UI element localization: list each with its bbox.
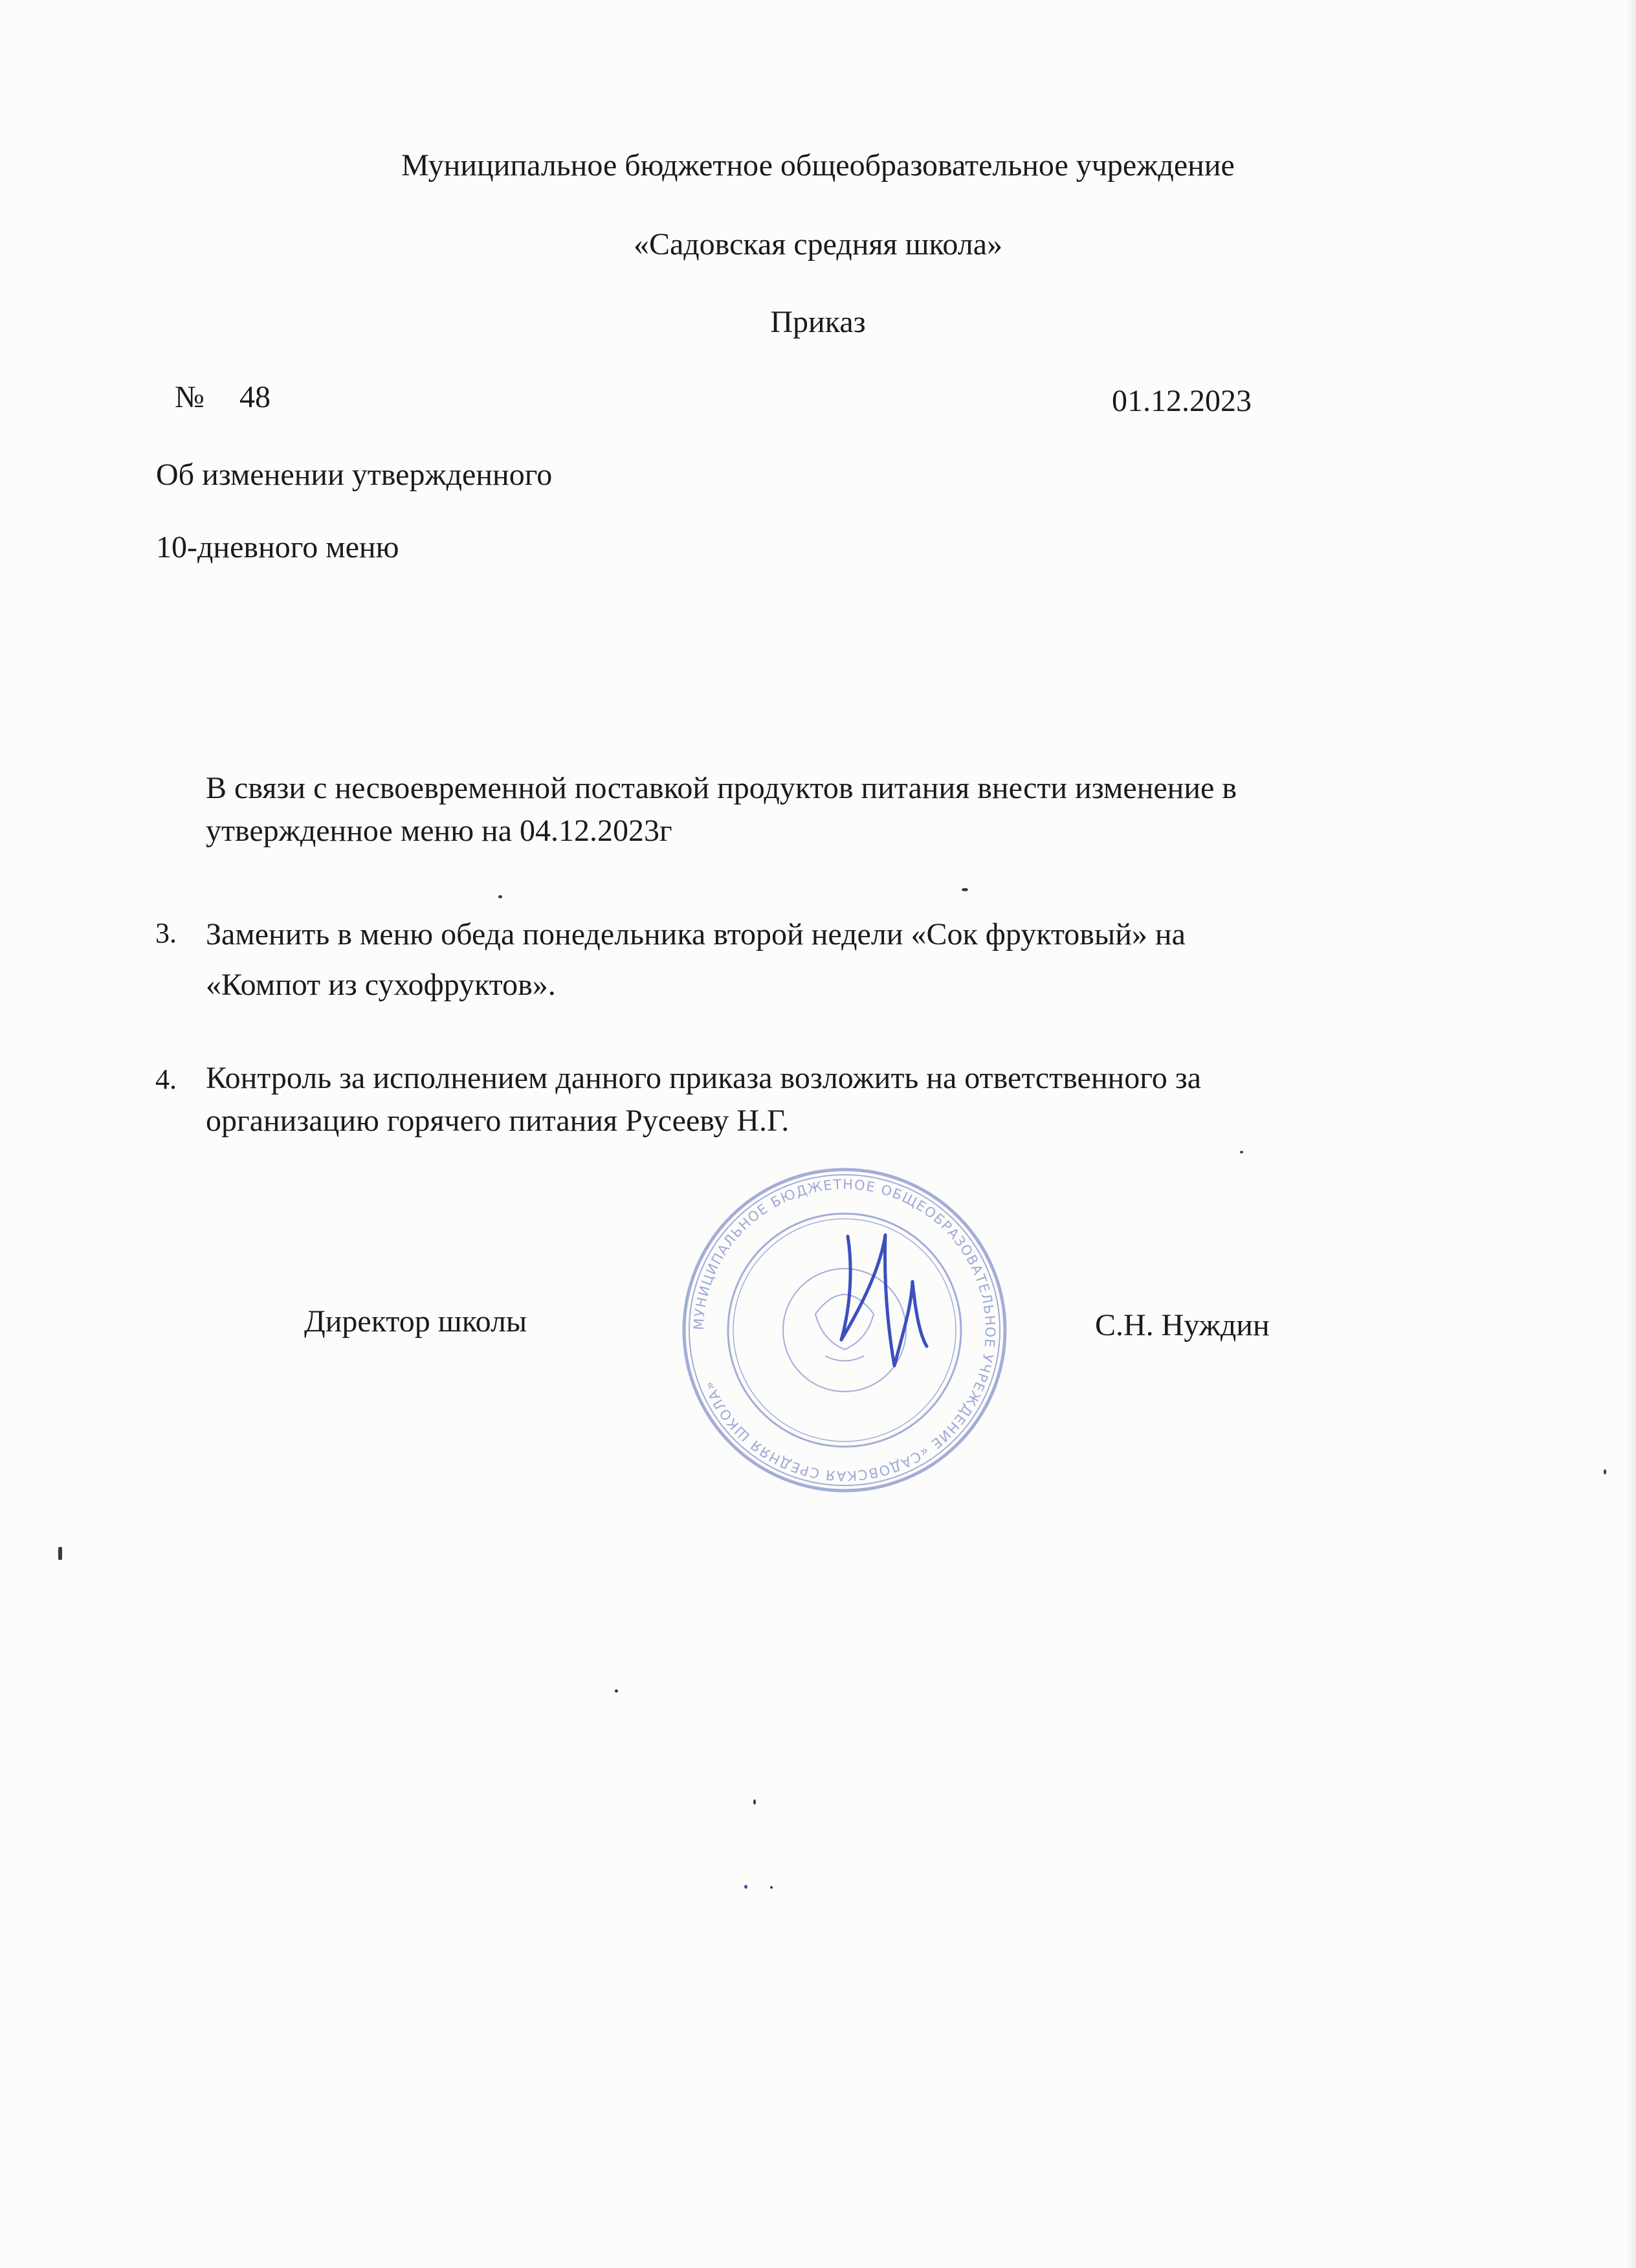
scan-speck <box>744 1885 747 1889</box>
scan-edge <box>1624 0 1636 2268</box>
order-number-sign: № <box>175 380 204 414</box>
item-number: 4. <box>155 1063 177 1095</box>
scan-speck <box>962 888 968 891</box>
stamp-text: МУНИЦИПАЛЬНОЕ БЮДЖЕТНОЕ ОБЩЕОБРАЗОВАТЕЛЬНОЕ УЧРЕЖДЕНИЕ «САДОВСКАЯ СРЕДНЯЯ ШКОЛА» <box>691 1176 999 1484</box>
subject-line-2: 10-дневного меню <box>156 530 399 564</box>
handwritten-signature <box>822 1210 938 1379</box>
item-4-line-2: организацию горячего питания Русееву Н.Г. <box>206 1104 790 1138</box>
order-date: 01.12.2023 <box>1112 384 1252 418</box>
scan-speck <box>753 1799 756 1805</box>
school-name: «Садовская средняя школа» <box>633 227 1003 261</box>
item-3-line-1: Заменить в меню обеда понедельника второй недели «Сок фруктовый» на <box>206 917 1186 951</box>
item-number: 3. <box>155 917 177 949</box>
institution-name: Муниципальное бюджетное общеобразовательное учреждение <box>401 148 1235 183</box>
director-name: С.Н. Нуждин <box>1095 1308 1270 1342</box>
scan-speck <box>58 1547 62 1560</box>
director-position: Директор школы <box>304 1304 527 1339</box>
subject-line-1: Об изменении утвержденного <box>156 458 553 492</box>
scan-speck <box>1240 1151 1243 1153</box>
scan-speck <box>1604 1469 1606 1474</box>
intro-line-1: В связи с несвоевременной поставкой продуктов питания внести изменение в <box>206 771 1237 805</box>
order-number: 48 <box>239 380 271 414</box>
scan-speck <box>770 1886 773 1889</box>
item-3-line-2: «Компот из сухофруктов». <box>206 968 556 1002</box>
item-4-line-1: Контроль за исполнением данного приказа возложить на ответственного за <box>206 1061 1201 1095</box>
document-type: Приказ <box>770 305 866 339</box>
intro-line-2: утвержденное меню на 04.12.2023г <box>206 814 672 848</box>
scan-speck <box>615 1689 618 1693</box>
scan-speck <box>498 895 502 898</box>
